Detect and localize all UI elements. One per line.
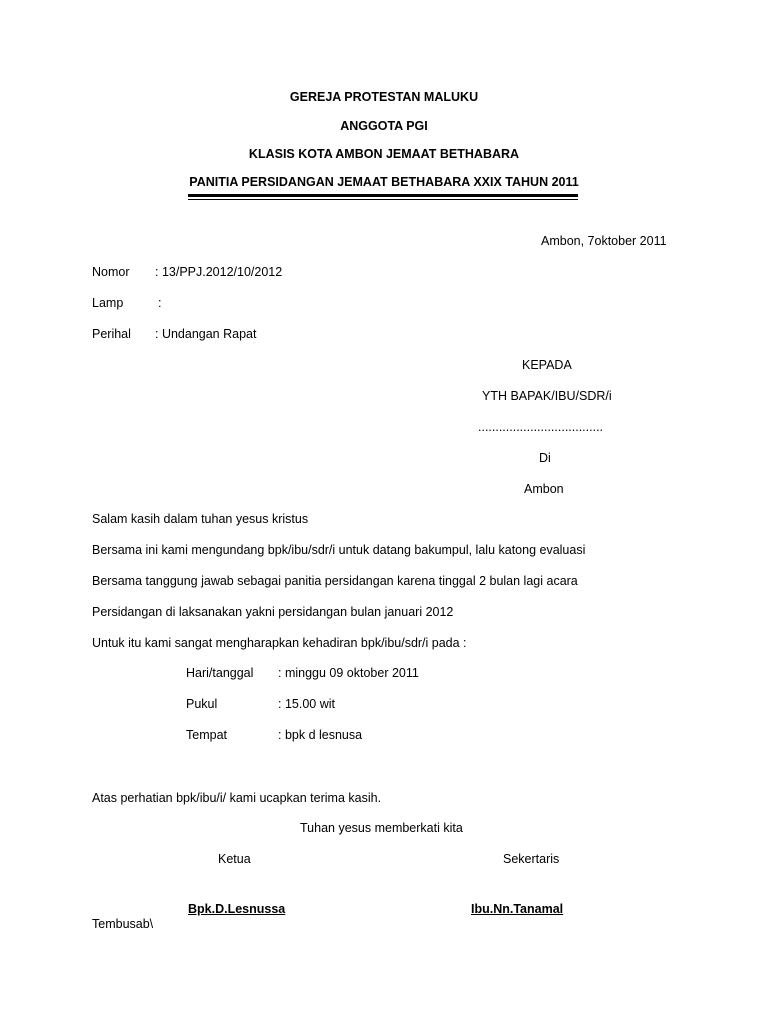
header-committee: PANITIA PERSIDANGAN JEMAAT BETHABARA XXIX TAHUN 2011 (189, 175, 579, 189)
pukul-value: : 15.00 wit (278, 697, 335, 711)
letter-date: Ambon, 7oktober 2011 (541, 234, 667, 248)
body-paragraph-1: Bersama ini kami mengundang bpk/ibu/sdr/i untuk datang bakumpul, lalu katong evaluasi (92, 543, 586, 557)
header-church-name: GEREJA PROTESTAN MALUKU (289, 90, 479, 104)
header-rule-thin (188, 199, 578, 200)
body-paragraph-3: Persidangan di laksanakan yakni persidangan bulan januari 2012 (92, 605, 454, 619)
nomor-value: : 13/PPJ.2012/10/2012 (155, 265, 283, 279)
signature-sekertaris-name: Ibu.Nn.Tanamal (471, 902, 564, 916)
closing-blessing: Tuhan yesus memberkati kita (300, 821, 463, 835)
perihal-value: : Undangan Rapat (155, 327, 257, 341)
lamp-value: : (158, 296, 162, 310)
pukul-label: Pukul (186, 697, 218, 711)
hari-value: : minggu 09 oktober 2011 (278, 666, 419, 680)
header-klasis: KLASIS KOTA AMBON JEMAAT BETHABARA (248, 147, 520, 161)
recipient-place: Ambon (524, 482, 564, 496)
recipient-yth: YTH BAPAK/IBU/SDR/i (482, 389, 612, 403)
lamp-label: Lamp (92, 296, 124, 310)
recipient-kepada: KEPADA (522, 358, 572, 372)
signature-ketua-name: Bpk.D.Lesnussa (188, 902, 286, 916)
signature-sekertaris-title: Sekertaris (503, 852, 560, 866)
tembusan-label: Tembusab\ (92, 917, 154, 931)
body-paragraph-4: Untuk itu kami sangat mengharapkan kehadiran bpk/ibu/sdr/i pada : (92, 636, 467, 650)
tempat-label: Tempat (186, 728, 227, 742)
nomor-label: Nomor (92, 265, 130, 279)
recipient-di: Di (539, 451, 551, 465)
header-member: ANGGOTA PGI (340, 119, 428, 133)
greeting: Salam kasih dalam tuhan yesus kristus (92, 512, 309, 526)
header-rule-thick (188, 194, 578, 197)
closing-thanks: Atas perhatian bpk/ibu/i/ kami ucapkan terima kasih. (92, 791, 382, 805)
body-paragraph-2: Bersama tanggung jawab sebagai panitia persidangan karena tinggal 2 bulan lagi acara (92, 574, 578, 588)
perihal-label: Perihal (92, 327, 131, 341)
tempat-value: : bpk d lesnusa (278, 728, 363, 742)
recipient-dots: .................................... (478, 420, 604, 434)
hari-label: Hari/tanggal (186, 666, 254, 680)
signature-ketua-title: Ketua (218, 852, 251, 866)
